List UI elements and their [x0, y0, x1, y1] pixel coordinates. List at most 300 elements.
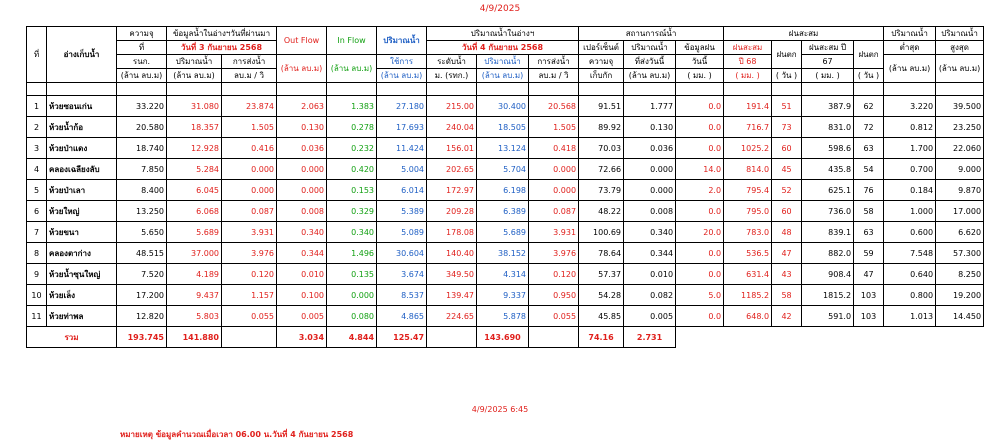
cell-d67: 72	[854, 117, 884, 138]
total-percent: 74.16	[579, 327, 624, 348]
cell-lvl: 139.47	[427, 285, 477, 306]
cell-r68: 814.0	[724, 159, 772, 180]
cell-max: 39.500	[936, 96, 984, 117]
yesterday-release-unit-header: ลบ.ม / วิ	[222, 69, 277, 83]
min-volume-unit-header: (ล้าน ลบ.ม)	[884, 55, 936, 83]
cell-r68: 1185.2	[724, 285, 772, 306]
total-inflow: 4.844	[327, 327, 377, 348]
cell-pct: 78.64	[579, 243, 624, 264]
cell-cap: 8.400	[117, 180, 167, 201]
total-status-release: 2.731	[624, 327, 676, 348]
cell-trel: 3.976	[529, 243, 579, 264]
cell-tvol: 38.152	[477, 243, 529, 264]
table-row	[27, 138, 984, 159]
cell-yrel: 23.874	[222, 96, 277, 117]
usable-header-2: ใช้การ	[377, 55, 427, 69]
cell-no: 10	[27, 285, 47, 306]
cell-cap: 7.850	[117, 159, 167, 180]
rain68-header-2: ปี 68	[724, 55, 772, 69]
cell-use: 3.674	[377, 264, 427, 285]
cell-pct: 57.37	[579, 264, 624, 285]
status-release-header-2: ที่ส่งวันนี้	[624, 55, 676, 69]
cell-yrel: 0.055	[222, 306, 277, 327]
cell-yrel: 1.505	[222, 117, 277, 138]
cell-trel: 0.000	[529, 180, 579, 201]
rain-today-unit-header: ( มม. )	[676, 69, 724, 83]
table-row	[27, 285, 984, 306]
cell-in: 0.232	[327, 138, 377, 159]
usable-header: ปริมาณน้ำ	[377, 27, 427, 55]
cell-srel: 0.082	[624, 285, 676, 306]
cell-d68: 58	[772, 285, 802, 306]
cell-yrel: 3.931	[222, 222, 277, 243]
cell-yvol: 6.068	[167, 201, 222, 222]
cell-name: คลองตาก่าง	[47, 243, 117, 264]
cell-name: ห้วยน้ำซุนใหญ่	[47, 264, 117, 285]
cell-yvol: 18.357	[167, 117, 222, 138]
rain67-unit-header: ( มม. )	[802, 69, 854, 83]
cell-yvol: 6.045	[167, 180, 222, 201]
cell-lvl: 224.65	[427, 306, 477, 327]
cell-tvol: 18.505	[477, 117, 529, 138]
cell-min: 7.548	[884, 243, 936, 264]
cell-tvol: 13.124	[477, 138, 529, 159]
cell-yvol: 31.080	[167, 96, 222, 117]
cell-d68: 73	[772, 117, 802, 138]
cell-pct: 91.51	[579, 96, 624, 117]
cell-d67: 54	[854, 159, 884, 180]
table-row	[27, 222, 984, 243]
cell-yvol: 5.284	[167, 159, 222, 180]
cell-rain: 5.0	[676, 285, 724, 306]
cell-pct: 100.69	[579, 222, 624, 243]
cell-yvol: 12.928	[167, 138, 222, 159]
cell-d67: 76	[854, 180, 884, 201]
cell-tvol: 5.689	[477, 222, 529, 243]
cell-in: 0.340	[327, 222, 377, 243]
cell-d67: 62	[854, 96, 884, 117]
cell-r67: 831.0	[802, 117, 854, 138]
today-group-header: ปริมาณน้ำในอ่างฯ	[427, 27, 579, 41]
col-capacity-unit-header: (ล้าน ลบ.ม)	[117, 69, 167, 83]
cell-cap: 17.200	[117, 285, 167, 306]
cell-tvol: 5.878	[477, 306, 529, 327]
status-release-header-1: ปริมาณน้ำ	[624, 41, 676, 55]
cell-lvl: 209.28	[427, 201, 477, 222]
cell-pct: 73.79	[579, 180, 624, 201]
total-label: รวม	[27, 327, 117, 348]
total-row	[27, 327, 984, 348]
cell-srel: 0.008	[624, 201, 676, 222]
cell-d68: 45	[772, 159, 802, 180]
cell-yrel: 0.000	[222, 180, 277, 201]
reservoir-table	[26, 26, 984, 348]
cell-no: 11	[27, 306, 47, 327]
cell-r67: 1815.2	[802, 285, 854, 306]
cell-rain: 0.0	[676, 96, 724, 117]
cell-yrel: 0.000	[222, 159, 277, 180]
cell-no: 9	[27, 264, 47, 285]
cell-rain: 0.0	[676, 201, 724, 222]
table-row	[27, 117, 984, 138]
table-row	[27, 96, 984, 117]
footnote: หมายเหตุ ข้อมูลคำนวณเมื่อเวลา 06.00 น.วันที่ 4 กันยายน 2568	[120, 430, 354, 439]
cell-min: 0.640	[884, 264, 936, 285]
cell-r67: 908.4	[802, 264, 854, 285]
cell-d67: 47	[854, 264, 884, 285]
usable-unit-header: (ล้าน ลบ.ม)	[377, 69, 427, 83]
yesterday-group-header: ข้อมูลน้ำในอ่างฯวันที่ผ่านมา	[167, 27, 277, 41]
cell-min: 0.812	[884, 117, 936, 138]
table-row	[27, 264, 984, 285]
cell-min: 0.184	[884, 180, 936, 201]
cell-srel: 0.000	[624, 180, 676, 201]
cell-min: 1.700	[884, 138, 936, 159]
cell-cap: 13.250	[117, 201, 167, 222]
cell-trel: 0.120	[529, 264, 579, 285]
cell-srel: 0.000	[624, 159, 676, 180]
cell-yvol: 9.437	[167, 285, 222, 306]
cell-min: 1.013	[884, 306, 936, 327]
min-volume-header-2: ต่ำสุด	[884, 41, 936, 55]
cell-r67: 625.1	[802, 180, 854, 201]
cell-d68: 52	[772, 180, 802, 201]
cell-lvl: 240.04	[427, 117, 477, 138]
raindays67-unit-header: ( วัน )	[854, 69, 884, 83]
cell-cap: 12.820	[117, 306, 167, 327]
cell-no: 7	[27, 222, 47, 243]
cell-rain: 0.0	[676, 138, 724, 159]
cell-yvol: 5.689	[167, 222, 222, 243]
col-capacity-header-2: ที่	[117, 41, 167, 55]
total-usable: 125.47	[377, 327, 427, 348]
cell-lvl: 215.00	[427, 96, 477, 117]
percent-header-1: เปอร์เซ็นต์	[579, 41, 624, 55]
cell-d68: 60	[772, 201, 802, 222]
cell-yrel: 3.976	[222, 243, 277, 264]
total-empty	[222, 327, 277, 348]
cell-srel: 0.340	[624, 222, 676, 243]
inflow-header: In Flow	[327, 27, 377, 55]
cell-max: 19.200	[936, 285, 984, 306]
status-release-unit-header: (ล้าน ลบ.ม)	[624, 69, 676, 83]
table-row	[27, 201, 984, 222]
cell-max: 17.000	[936, 201, 984, 222]
today-level-unit-header: ม. (รทก.)	[427, 69, 477, 83]
cell-no: 3	[27, 138, 47, 159]
today-volume-header: ปริมาณน้ำ	[477, 55, 529, 69]
cell-use: 4.865	[377, 306, 427, 327]
today-level-header: ระดับน้ำ	[427, 55, 477, 69]
cell-no: 8	[27, 243, 47, 264]
rain-today-header-1: ข้อมูลฝน	[676, 41, 724, 55]
cell-d67: 58	[854, 201, 884, 222]
cell-tvol: 4.314	[477, 264, 529, 285]
cell-yvol: 4.189	[167, 264, 222, 285]
cell-d67: 103	[854, 285, 884, 306]
rain-today-header-2: วันนี้	[676, 55, 724, 69]
percent-header-2: ความจุ	[579, 55, 624, 69]
cell-out: 0.005	[277, 306, 327, 327]
cell-pct: 72.66	[579, 159, 624, 180]
cell-r68: 631.4	[724, 264, 772, 285]
cell-name: ห้วยใหญ่	[47, 201, 117, 222]
cell-d68: 47	[772, 243, 802, 264]
cell-d68: 48	[772, 222, 802, 243]
cell-srel: 0.036	[624, 138, 676, 159]
min-volume-header-1: ปริมาณน้ำ	[884, 27, 936, 41]
cell-d67: 59	[854, 243, 884, 264]
cell-name: ห้วยป่าเลา	[47, 180, 117, 201]
cell-max: 9.870	[936, 180, 984, 201]
outflow-unit-header: (ล้าน ลบ.ม)	[277, 55, 327, 83]
cell-r67: 387.9	[802, 96, 854, 117]
yesterday-volume-header: ปริมาณน้ำ	[167, 55, 222, 69]
cell-r68: 191.4	[724, 96, 772, 117]
cell-trel: 20.568	[529, 96, 579, 117]
total-today-volume: 143.690	[477, 327, 529, 348]
inflow-unit-header: (ล้าน ลบ.ม)	[327, 55, 377, 83]
cell-max: 22.060	[936, 138, 984, 159]
max-volume-unit-header: (ล้าน ลบ.ม)	[936, 55, 984, 83]
total-outflow: 3.034	[277, 327, 327, 348]
cell-pct: 54.28	[579, 285, 624, 306]
cell-no: 1	[27, 96, 47, 117]
cell-lvl: 349.50	[427, 264, 477, 285]
cell-d68: 51	[772, 96, 802, 117]
cell-r68: 648.0	[724, 306, 772, 327]
cell-in: 0.153	[327, 180, 377, 201]
cell-d67: 63	[854, 138, 884, 159]
rain67-header-1: ฝนสะสม ปี	[802, 41, 854, 55]
cell-min: 0.800	[884, 285, 936, 306]
cell-r68: 783.0	[724, 222, 772, 243]
cell-use: 6.014	[377, 180, 427, 201]
cell-min: 0.700	[884, 159, 936, 180]
cell-out: 0.344	[277, 243, 327, 264]
cell-use: 17.693	[377, 117, 427, 138]
cell-name: ห้วยป่าแดง	[47, 138, 117, 159]
cell-srel: 1.777	[624, 96, 676, 117]
cell-in: 0.135	[327, 264, 377, 285]
rain67-header-2: 67	[802, 55, 854, 69]
cell-name: ห้วยท่าพล	[47, 306, 117, 327]
report-date: 4/9/2025	[479, 4, 521, 14]
cell-min: 1.000	[884, 201, 936, 222]
cell-srel: 0.344	[624, 243, 676, 264]
max-volume-header-2: สูงสุด	[936, 41, 984, 55]
cell-in: 1.383	[327, 96, 377, 117]
cell-yvol: 37.000	[167, 243, 222, 264]
raindays67-header: ฝนตก	[854, 41, 884, 69]
cell-tvol: 6.198	[477, 180, 529, 201]
cell-in: 0.329	[327, 201, 377, 222]
cell-lvl: 178.08	[427, 222, 477, 243]
cell-d68: 43	[772, 264, 802, 285]
cell-yrel: 0.416	[222, 138, 277, 159]
col-reservoir-header: อ่างเก็บน้ำ	[47, 27, 117, 83]
cell-trel: 1.505	[529, 117, 579, 138]
cell-use: 5.389	[377, 201, 427, 222]
cell-srel: 0.010	[624, 264, 676, 285]
data-rows	[27, 96, 984, 327]
cell-in: 1.496	[327, 243, 377, 264]
cell-no: 6	[27, 201, 47, 222]
cell-r67: 598.6	[802, 138, 854, 159]
cell-use: 30.604	[377, 243, 427, 264]
cell-yrel: 0.120	[222, 264, 277, 285]
cell-max: 57.300	[936, 243, 984, 264]
cell-cap: 18.740	[117, 138, 167, 159]
rain68-unit-header: ( มม. )	[724, 69, 772, 83]
cell-rain: 0.0	[676, 243, 724, 264]
raindays68-header: ฝนตก	[772, 41, 802, 69]
cell-srel: 0.005	[624, 306, 676, 327]
cell-d67: 63	[854, 222, 884, 243]
cell-lvl: 172.97	[427, 180, 477, 201]
cell-no: 2	[27, 117, 47, 138]
today-release-header: การส่งน้ำ	[529, 55, 579, 69]
cell-in: 0.080	[327, 306, 377, 327]
cell-rain: 20.0	[676, 222, 724, 243]
raindays68-unit-header: ( วัน )	[772, 69, 802, 83]
cell-in: 0.278	[327, 117, 377, 138]
cell-cap: 48.515	[117, 243, 167, 264]
cell-srel: 0.130	[624, 117, 676, 138]
yesterday-date-header: วันที่ 3 กันยายน 2568	[167, 41, 277, 55]
cell-d68: 42	[772, 306, 802, 327]
today-release-unit-header: ลบ.ม / วิ	[529, 69, 579, 83]
rain-group-header: ฝนสะสม	[724, 27, 884, 41]
cell-out: 0.008	[277, 201, 327, 222]
cell-out: 0.036	[277, 138, 327, 159]
total-yesterday-volume: 141.880	[167, 327, 222, 348]
table-row	[27, 243, 984, 264]
cell-r68: 536.5	[724, 243, 772, 264]
col-capacity-header-3: รนก.	[117, 55, 167, 69]
cell-max: 23.250	[936, 117, 984, 138]
cell-tvol: 5.704	[477, 159, 529, 180]
table-row	[27, 159, 984, 180]
cell-cap: 33.220	[117, 96, 167, 117]
cell-pct: 48.22	[579, 201, 624, 222]
cell-max: 8.250	[936, 264, 984, 285]
cell-name: ห้วยซอนเก่น	[47, 96, 117, 117]
cell-out: 0.000	[277, 180, 327, 201]
cell-r68: 1025.2	[724, 138, 772, 159]
table-row	[27, 306, 984, 327]
col-capacity-header-1: ความจุ	[117, 27, 167, 41]
cell-no: 5	[27, 180, 47, 201]
cell-cap: 20.580	[117, 117, 167, 138]
cell-use: 5.004	[377, 159, 427, 180]
cell-r67: 839.1	[802, 222, 854, 243]
spacer-row	[27, 83, 984, 96]
report-timestamp: 4/9/2025 6:45	[471, 405, 529, 414]
cell-r68: 795.4	[724, 180, 772, 201]
cell-trel: 0.950	[529, 285, 579, 306]
cell-r68: 795.0	[724, 201, 772, 222]
cell-tvol: 6.389	[477, 201, 529, 222]
cell-max: 14.450	[936, 306, 984, 327]
table-row	[27, 180, 984, 201]
total-empty	[529, 327, 579, 348]
status-group-header: สถานการณ์น้ำ	[579, 27, 724, 41]
cell-cap: 5.650	[117, 222, 167, 243]
cell-rain: 0.0	[676, 306, 724, 327]
cell-lvl: 140.40	[427, 243, 477, 264]
cell-min: 3.220	[884, 96, 936, 117]
cell-pct: 70.03	[579, 138, 624, 159]
cell-r68: 716.7	[724, 117, 772, 138]
today-date-header: วันที่ 4 กันยายน 2568	[427, 41, 579, 55]
cell-use: 11.424	[377, 138, 427, 159]
col-no-header: ที่	[27, 27, 47, 83]
cell-pct: 89.92	[579, 117, 624, 138]
cell-trel: 0.055	[529, 306, 579, 327]
total-empty	[427, 327, 477, 348]
cell-tvol: 30.400	[477, 96, 529, 117]
cell-lvl: 156.01	[427, 138, 477, 159]
cell-out: 0.100	[277, 285, 327, 306]
cell-name: ห้วยขนา	[47, 222, 117, 243]
cell-name: คลองเฉลียงลับ	[47, 159, 117, 180]
cell-in: 0.420	[327, 159, 377, 180]
cell-rain: 14.0	[676, 159, 724, 180]
max-volume-header-1: ปริมาณน้ำ	[936, 27, 984, 41]
yesterday-volume-unit-header: (ล้าน ลบ.ม)	[167, 69, 222, 83]
cell-max: 9.000	[936, 159, 984, 180]
cell-trel: 0.000	[529, 159, 579, 180]
cell-min: 0.600	[884, 222, 936, 243]
cell-cap: 7.520	[117, 264, 167, 285]
cell-use: 8.537	[377, 285, 427, 306]
cell-out: 0.010	[277, 264, 327, 285]
total-capacity: 193.745	[117, 327, 167, 348]
cell-no: 4	[27, 159, 47, 180]
rain68-header-1: ฝนสะสม	[724, 41, 772, 55]
cell-trel: 0.087	[529, 201, 579, 222]
cell-rain: 0.0	[676, 264, 724, 285]
cell-use: 5.089	[377, 222, 427, 243]
cell-trel: 3.931	[529, 222, 579, 243]
cell-yrel: 1.157	[222, 285, 277, 306]
cell-trel: 0.418	[529, 138, 579, 159]
yesterday-release-header: การส่งน้ำ	[222, 55, 277, 69]
percent-header-3: เก็บกัก	[579, 69, 624, 83]
today-volume-unit-header: (ล้าน ลบ.ม)	[477, 69, 529, 83]
cell-r67: 591.0	[802, 306, 854, 327]
cell-rain: 0.0	[676, 117, 724, 138]
outflow-header: Out Flow	[277, 27, 327, 55]
cell-out: 0.000	[277, 159, 327, 180]
cell-r67: 736.0	[802, 201, 854, 222]
cell-out: 0.130	[277, 117, 327, 138]
cell-yvol: 5.803	[167, 306, 222, 327]
cell-d67: 103	[854, 306, 884, 327]
cell-yrel: 0.087	[222, 201, 277, 222]
cell-rain: 2.0	[676, 180, 724, 201]
cell-out: 2.063	[277, 96, 327, 117]
cell-tvol: 9.337	[477, 285, 529, 306]
cell-name: ห้วยเล็ง	[47, 285, 117, 306]
cell-use: 27.180	[377, 96, 427, 117]
cell-r67: 882.0	[802, 243, 854, 264]
cell-lvl: 202.65	[427, 159, 477, 180]
cell-r67: 435.8	[802, 159, 854, 180]
cell-max: 6.620	[936, 222, 984, 243]
cell-pct: 45.85	[579, 306, 624, 327]
